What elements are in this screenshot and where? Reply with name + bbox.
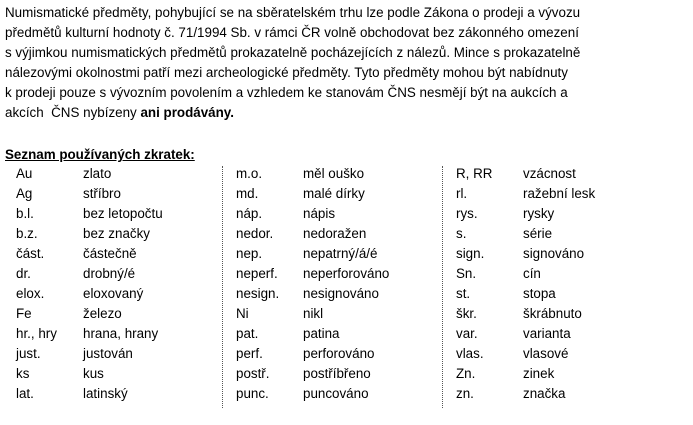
abbreviation-meaning: puncováno bbox=[303, 386, 369, 401]
abbreviation-meaning: neperforováno bbox=[303, 266, 390, 281]
abbreviation: nep. bbox=[236, 246, 263, 261]
abbreviation: R, RR bbox=[456, 166, 493, 181]
abbreviation-meaning: bez letopočtu bbox=[83, 206, 163, 221]
abbreviation: m.o. bbox=[236, 166, 263, 181]
abbreviations-heading: Seznam používaných zkratek: bbox=[5, 147, 195, 162]
column-divider bbox=[442, 166, 443, 408]
abbreviation: st. bbox=[456, 286, 471, 301]
column-divider bbox=[222, 166, 223, 408]
abbreviation: Au bbox=[16, 166, 33, 181]
abbreviation-meaning: měl ouško bbox=[303, 166, 365, 181]
abbreviation: nedor. bbox=[236, 226, 274, 241]
abbreviation-meaning: zlato bbox=[83, 166, 112, 181]
abbreviation: pat. bbox=[236, 326, 259, 341]
abbreviation: náp. bbox=[236, 206, 263, 221]
abbreviation: lat. bbox=[16, 386, 34, 401]
intro-last-line bbox=[5, 103, 693, 123]
abbreviation: škr. bbox=[456, 306, 477, 321]
abbreviation-meaning: patina bbox=[303, 326, 340, 341]
abbreviation-meaning: signováno bbox=[523, 246, 585, 261]
abbreviation-meaning: nedoražen bbox=[303, 226, 367, 241]
intro-line: nálezovými okolnostmi patří mezi archeologické předměty. Tyto předměty mohou být nabídnuty bbox=[5, 65, 568, 80]
abbreviation-meaning: vzácnost bbox=[523, 166, 576, 181]
abbreviation-meaning: perforováno bbox=[303, 346, 375, 361]
abbreviation: just. bbox=[16, 346, 41, 361]
abbreviation-meaning: železo bbox=[83, 306, 122, 321]
abbreviation: Ni bbox=[236, 306, 249, 321]
abbreviation-meaning: malé dírky bbox=[303, 186, 365, 201]
abbreviation: Ag bbox=[16, 186, 33, 201]
abbreviation-meaning: škrábnuto bbox=[523, 306, 582, 321]
abbreviation-meaning: stříbro bbox=[83, 186, 121, 201]
abbreviation-meaning: cín bbox=[523, 266, 541, 281]
abbreviation-meaning: kus bbox=[83, 366, 104, 381]
abbreviation: dr. bbox=[16, 266, 31, 281]
abbreviation-meaning: latinský bbox=[83, 386, 128, 401]
intro-line: s výjimkou numismatických předmětů prokazatelně pocházejících z nálezů. Mince s prokazatelně bbox=[5, 45, 581, 60]
intro-last-line-text: akcích ČNS nybízeny bbox=[5, 105, 141, 120]
abbreviation-meaning: eloxovaný bbox=[83, 286, 144, 301]
intro-line: Numismatické předměty, pohybující se na sběratelském trhu lze podle Zákona o prodeji a vývozu bbox=[5, 5, 581, 20]
abbreviation-meaning: částečně bbox=[83, 246, 137, 261]
intro-line: k prodeji pouze s vývozním povolením a vzhledem ke stanovám ČNS nesmějí být na aukcích a bbox=[5, 85, 568, 100]
abbreviation-meaning: stopa bbox=[523, 286, 556, 301]
intro-line: předmětů kulturní hodnoty č. 71/1994 Sb. v rámci ČR volně obchodovat bez zákonného omezení bbox=[5, 25, 579, 40]
abbreviation-meaning: ražební lesk bbox=[523, 186, 596, 201]
abbreviation-meaning: značka bbox=[523, 386, 566, 401]
abbreviation-meaning: nesignováno bbox=[303, 286, 379, 301]
abbreviation-meaning: nikl bbox=[303, 306, 324, 321]
abbreviation: vlas. bbox=[456, 346, 484, 361]
abbreviation-meaning: zinek bbox=[523, 366, 555, 381]
abbreviation: Zn. bbox=[456, 366, 476, 381]
abbreviation-meaning: nepatrný/á/é bbox=[303, 246, 378, 261]
abbreviation-meaning: série bbox=[523, 226, 553, 241]
abbreviation: Sn. bbox=[456, 266, 477, 281]
abbreviation-meaning: nápis bbox=[303, 206, 336, 221]
abbreviation-meaning: vlasové bbox=[523, 346, 569, 361]
abbreviation: s. bbox=[456, 226, 467, 241]
abbreviation-meaning: bez značky bbox=[83, 226, 150, 241]
abbreviation: postř. bbox=[236, 366, 270, 381]
abbreviation: rl. bbox=[456, 186, 468, 201]
intro-emphasis: ani prodávány. bbox=[140, 105, 234, 120]
abbreviation: zn. bbox=[456, 386, 474, 401]
abbreviation: sign. bbox=[456, 246, 485, 261]
abbreviation: nesign. bbox=[236, 286, 280, 301]
abbreviation: neperf. bbox=[236, 266, 278, 281]
abbreviation: punc. bbox=[236, 386, 269, 401]
abbreviation-meaning: rysky bbox=[523, 206, 555, 221]
abbreviation: hr., hry bbox=[16, 326, 57, 341]
abbreviation: b.z. bbox=[16, 226, 38, 241]
abbreviation-meaning: justován bbox=[83, 346, 133, 361]
abbreviation: md. bbox=[236, 186, 259, 201]
intro-paragraph bbox=[5, 3, 693, 123]
abbreviation: var. bbox=[456, 326, 478, 341]
abbreviation: elox. bbox=[16, 286, 45, 301]
abbreviation: část. bbox=[16, 246, 45, 261]
abbreviation: rys. bbox=[456, 206, 478, 221]
abbreviation-meaning: hrana, hrany bbox=[83, 326, 159, 341]
abbreviation: ks bbox=[16, 366, 30, 381]
abbreviation: b.l. bbox=[16, 206, 34, 221]
abbreviation: Fe bbox=[16, 306, 32, 321]
abbreviation: perf. bbox=[236, 346, 263, 361]
abbreviation-meaning: postříbřeno bbox=[303, 366, 371, 381]
abbreviation-meaning: drobný/é bbox=[83, 266, 136, 281]
abbreviation-meaning: varianta bbox=[523, 326, 571, 341]
